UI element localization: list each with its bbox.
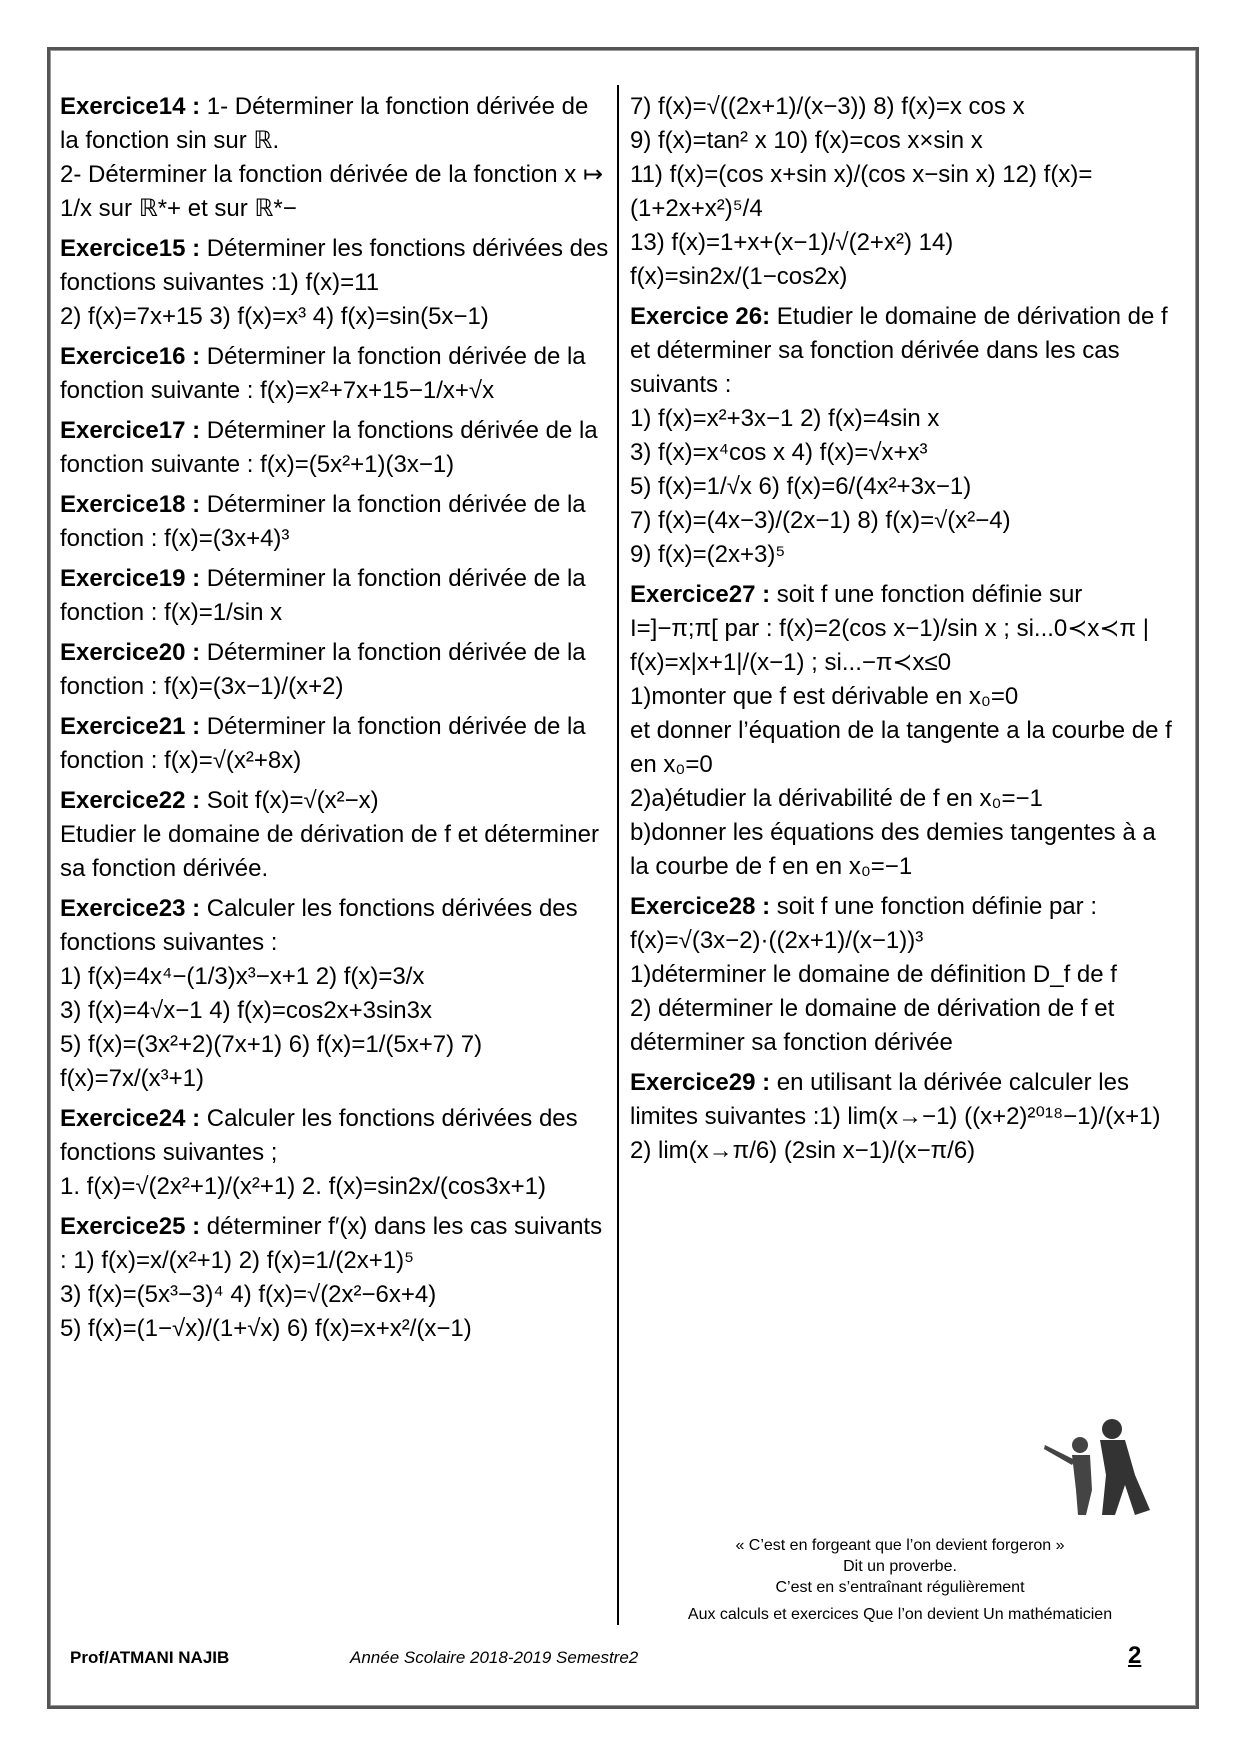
exercise-line: 9) f(x)=(2x+3)⁵ — [630, 541, 786, 568]
exercise-line: Etudier le domaine de dérivation de f et déterminer sa fonction dérivée. — [60, 821, 599, 882]
exercise-line: 5) f(x)=(1−√x)/(1+√x) 6) f(x)=x+x²/(x−1) — [60, 1315, 472, 1342]
exercise-title: Exercice23 : — [60, 895, 201, 922]
exercise-title: Exercice18 : — [60, 491, 201, 518]
exercise-line: et donner l’équation de la tangente a la courbe de f en x₀=0 — [630, 717, 1172, 778]
exercise-line: 3) f(x)=4√x−1 4) f(x)=cos2x+3sin3x — [60, 997, 432, 1024]
proverb-line-3: C’est en s’entraînant régulièrement — [775, 1579, 1025, 1596]
exercise-text: Déterminer la fonction dérivée de la fonction suivante : f(x)=x²+7x+15−1/x+√x — [60, 343, 586, 404]
exercise-line: 5) f(x)=1/√x 6) f(x)=6/(4x²+3x−1) — [630, 473, 972, 500]
exercise-text: Calculer les fonctions dérivées des fonctions suivantes : — [60, 895, 578, 956]
exercise-ex26 — [630, 300, 1175, 572]
exercise-text: Etudier le domaine de dérivation de f et déterminer sa fonction dérivée dans les cas suivants : — [630, 303, 1168, 398]
exercise-title: Exercice29 : — [630, 1069, 771, 1096]
exercise-line: 7) f(x)=(4x−3)/(2x−1) 8) f(x)=√(x²−4) — [630, 507, 1011, 534]
exercise-statement — [60, 1102, 610, 1170]
exercise-line: 2) lim(x→π/6) (2sin x−1)/(x−π/6) — [630, 1137, 976, 1164]
exercise-statement — [630, 890, 1175, 924]
exercise-statement — [60, 562, 610, 630]
exercise-statement — [60, 488, 610, 556]
column-divider — [617, 85, 619, 1625]
exercise-ex25 — [60, 1210, 610, 1346]
proverb-line-1: « C’est en forgeant que l’on devient forgeron » — [735, 1537, 1065, 1554]
exercise-statement — [60, 710, 610, 778]
exercise-statement — [60, 636, 610, 704]
exercise-line: I=]−π;π[ par : f(x)=2(cos x−1)/sin x ; si...0≺x≺π | f(x)=x|x+1|/(x−1) ; si...−π≺x≤0 — [630, 615, 1149, 676]
exercise-title: Exercice21 : — [60, 713, 201, 740]
exercise-statement — [630, 578, 1175, 612]
exercise-title: Exercice22 : — [60, 787, 201, 814]
exercise-title: Exercice24 : — [60, 1105, 201, 1132]
exercise-ex29 — [630, 1066, 1175, 1168]
exercise-statement — [630, 300, 1175, 402]
teacher-child-silhouette-icon — [1040, 1415, 1160, 1525]
exercise-line: 2) déterminer le domaine de dérivation de f et déterminer sa fonction dérivée — [630, 995, 1115, 1056]
exercise-title: Exercice28 : — [630, 893, 771, 920]
exercise-statement — [60, 414, 610, 482]
exercise-ex15 — [60, 232, 610, 334]
exercise-title: Exercice14 : — [60, 93, 201, 120]
exercise-title: Exercice25 : — [60, 1213, 201, 1240]
proverb-line-4: Aux calculs et exercices Que l’on devient Un mathématicien — [687, 1606, 1113, 1623]
left-column — [60, 90, 610, 1352]
exercise-text: Soit f(x)=√(x²−x) — [206, 787, 379, 814]
exercise-statement — [60, 340, 610, 408]
exercise-line: 1)monter que f est dérivable en x₀=0 — [630, 683, 1019, 710]
exercise-title: Exercice27 : — [630, 581, 771, 608]
exercise-text: 1- Déterminer la fonction dérivée de la fonction sin sur ℝ. — [60, 93, 589, 154]
footer-author: Prof/ATMANI NAJIB — [70, 1648, 230, 1667]
exercise-text: Déterminer la fonction dérivée de la fonction : f(x)=(3x−1)/(x+2) — [60, 639, 586, 700]
exercise-ex20 — [60, 636, 610, 704]
exercise-statement — [60, 90, 610, 158]
exercise-ex24 — [60, 1102, 610, 1204]
exercise-line: 5) f(x)=(3x²+2)(7x+1) 6) f(x)=1/(5x+7) 7) f(x)=7x/(x³+1) — [60, 1031, 483, 1092]
exercise-line: 13) f(x)=1+x+(x−1)/√(2+x²) 14) f(x)=sin2x/(1−cos2x) — [630, 229, 954, 290]
exercise-line: f(x)=√(3x−2)·((2x+1)/(x−1))³ — [630, 927, 924, 954]
exercise-title: Exercice15 : — [60, 235, 201, 262]
exercise-text: déterminer f′(x) dans les cas suivants : 1) f(x)=x/(x²+1) 2) f(x)=1/(2x+1)⁵ — [60, 1213, 603, 1274]
exercise-line: 1) f(x)=4x⁴−(1/3)x³−x+1 2) f(x)=3/x — [60, 963, 425, 990]
exercise-line: 3) f(x)=x⁴cos x 4) f(x)=√x+x³ — [630, 439, 928, 466]
exercise-text: soit f une fonction définie sur — [776, 581, 1083, 608]
exercise-text: Déterminer la fonctions dérivée de la fonction suivante : f(x)=(5x²+1)(3x−1) — [60, 417, 598, 478]
exercise-ex23 — [60, 892, 610, 1096]
proverb-block — [640, 1535, 1160, 1625]
exercise-text: soit f une fonction définie par : — [776, 893, 1097, 920]
exercise-title: Exercice20 : — [60, 639, 201, 666]
exercise-ex18 — [60, 488, 610, 556]
exercise-text: en utilisant la dérivée calculer les limites suivantes :1) lim(x→−1) ((x+2)²⁰¹⁸−1)/(x+1) — [630, 1069, 1161, 1130]
exercise-text: Calculer les fonctions dérivées des fonctions suivantes ; — [60, 1105, 578, 1166]
exercise-statement — [60, 892, 610, 960]
exercise-text: Déterminer la fonction dérivée de la fonction : f(x)=√(x²+8x) — [60, 713, 586, 774]
exercise-line: 1. f(x)=√(2x²+1)/(x²+1) 2. f(x)=sin2x/(cos3x+1) — [60, 1173, 546, 1200]
proverb-line-2: Dit un proverbe. — [843, 1558, 957, 1575]
exercise-ex25b — [630, 90, 1175, 294]
exercise-ex16 — [60, 340, 610, 408]
exercise-statement — [60, 232, 610, 300]
exercise-ex14 — [60, 90, 610, 226]
exercise-text: Déterminer la fonction dérivée de la fonction : f(x)=1/sin x — [60, 565, 586, 626]
exercise-line: 2)a)étudier la dérivabilité de f en x₀=−1 — [630, 785, 1043, 812]
exercise-statement — [630, 90, 1175, 124]
exercise-text: 7) f(x)=√((2x+1)/(x−3)) 8) f(x)=x cos x — [630, 93, 1025, 120]
exercise-title: Exercice16 : — [60, 343, 201, 370]
exercise-line: 9) f(x)=tan² x 10) f(x)=cos x×sin x — [630, 127, 983, 154]
exercise-statement — [630, 1066, 1175, 1134]
page-number: 2 — [1128, 1642, 1142, 1669]
exercise-line: 1) f(x)=x²+3x−1 2) f(x)=4sin x — [630, 405, 940, 432]
exercise-line: 3) f(x)=(5x³−3)⁴ 4) f(x)=√(2x²−6x+4) — [60, 1281, 437, 1308]
exercise-line: 2) f(x)=7x+15 3) f(x)=x³ 4) f(x)=sin(5x−1) — [60, 303, 489, 330]
exercise-statement — [60, 1210, 610, 1278]
exercise-ex28 — [630, 890, 1175, 1060]
exercise-line: 2- Déterminer la fonction dérivée de la fonction x ↦ 1/x sur ℝ*+ et sur ℝ*− — [60, 161, 604, 222]
exercise-line: b)donner les équations des demies tangentes à a la courbe de f en en x₀=−1 — [630, 819, 1156, 880]
exercise-title: Exercice17 : — [60, 417, 201, 444]
right-column — [630, 90, 1175, 1174]
exercise-title: Exercice19 : — [60, 565, 201, 592]
footer-year: Année Scolaire 2018-2019 Semestre2 — [350, 1648, 639, 1667]
exercise-ex27 — [630, 578, 1175, 884]
exercise-ex22 — [60, 784, 610, 886]
exercise-ex17 — [60, 414, 610, 482]
exercise-ex19 — [60, 562, 610, 630]
exercise-text: Déterminer la fonction dérivée de la fonction : f(x)=(3x+4)³ — [60, 491, 586, 552]
exercise-text: Déterminer les fonctions dérivées des fonctions suivantes :1) f(x)=11 — [60, 235, 609, 296]
exercise-ex21 — [60, 710, 610, 778]
exercise-line: 11) f(x)=(cos x+sin x)/(cos x−sin x) 12) f(x)=(1+2x+x²)⁵/4 — [630, 161, 1093, 222]
exercise-statement — [60, 784, 610, 818]
exercise-line: 1)déterminer le domaine de définition D_f de f — [630, 961, 1117, 988]
exercise-title: Exercice 26: — [630, 303, 771, 330]
